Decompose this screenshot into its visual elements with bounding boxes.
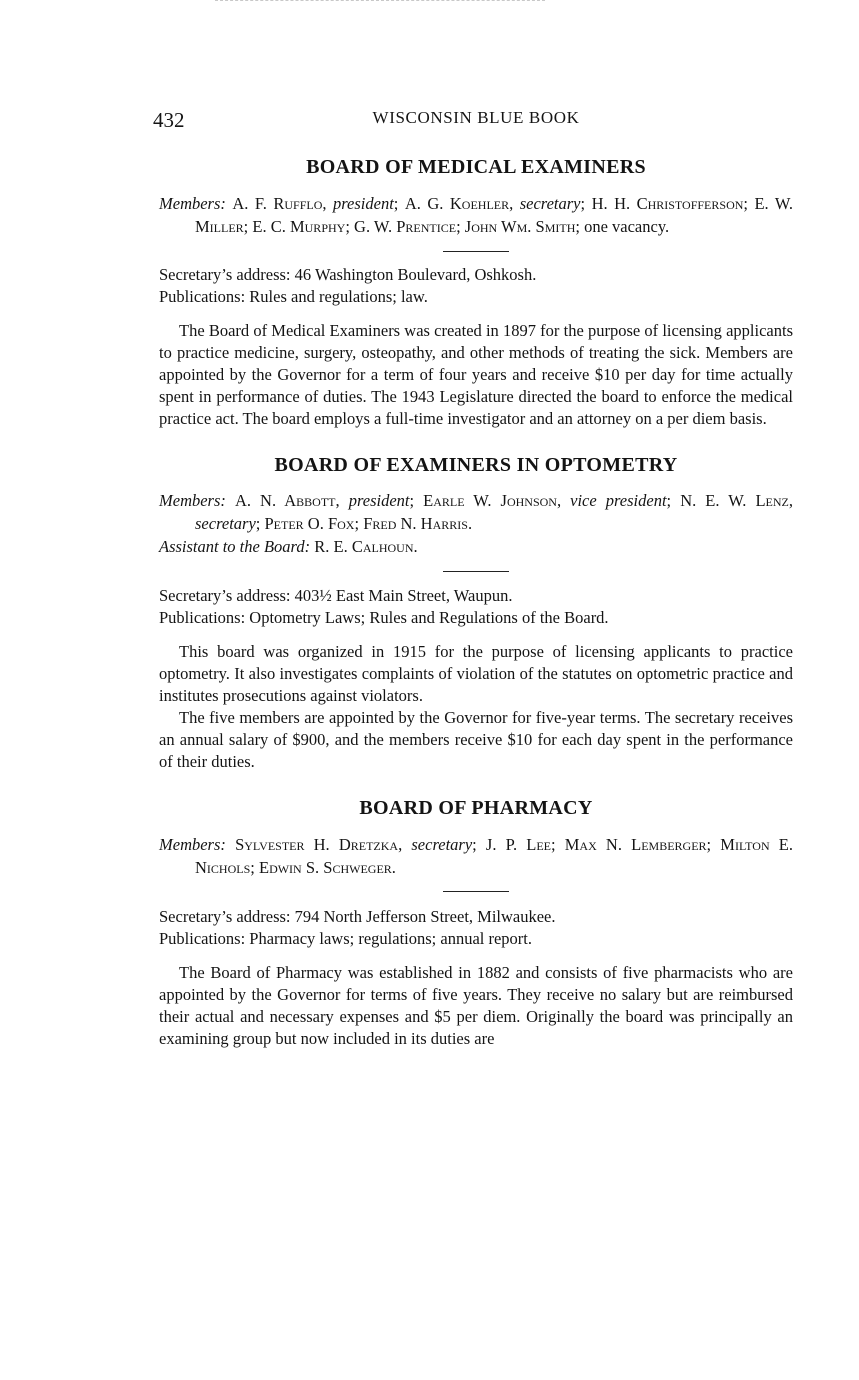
body-paragraph: The Board of Pharmacy was established in 1882 and consists of five pharmacists who are appointed by the Governor for terms of five years. They receive no salary but are reimbursed their actual and necessary expenses and $5 per diem. Originally the board was principally an examining group but now included in its duties are <box>159 963 793 1048</box>
scan-artifact-line <box>215 0 545 3</box>
member-role: secretary <box>519 194 581 213</box>
assistant-label: Assistant to the Board: <box>159 537 311 556</box>
members-label: Members: <box>159 835 226 854</box>
member-name: John Wm. Smith <box>464 217 576 236</box>
publications: Publications: Pharmacy laws; regulations; annual report. <box>159 929 532 948</box>
section-divider <box>443 571 509 572</box>
member-role: president <box>348 491 410 510</box>
running-title: WISCONSIN BLUE BOOK <box>372 108 580 127</box>
secretary-address: Secretary’s address: 46 Washington Boulevard, Oshkosh. <box>159 265 537 284</box>
section-medical-examiners <box>159 156 793 430</box>
body-paragraph: The Board of Medical Examiners was created in 1897 for the purpose of licensing applicants to practice medicine, surgery, osteopathy, and other methods of treating the sick. Members are appointed by the Governor for a term of four years and receive $10 per day for time actually spent in performance of duties. The 1943 Legislature directed the board to enforce the medical practice act. The board employs a full-time investigator and an attorney on a per diem basis. <box>159 321 793 428</box>
section-pharmacy <box>159 797 793 1050</box>
member-name: Max N. Lemberger <box>564 835 707 854</box>
member-role: vice president <box>570 491 667 510</box>
members-tail: one vacancy. <box>584 217 670 236</box>
secretary-address: Secretary’s address: 403½ East Main Street, Waupun. <box>159 586 513 605</box>
member-name: Fred N. Harris <box>363 514 468 533</box>
member-name: N. E. W. Lenz <box>680 491 789 510</box>
member-role: president <box>332 194 394 213</box>
member-role: secretary <box>411 835 473 854</box>
publications: Publications: Rules and regulations; law. <box>159 287 428 306</box>
member-name: A. G. Koehler <box>404 194 510 213</box>
member-name: H. H. Christofferson <box>591 194 744 213</box>
member-name: Earle W. Johnson <box>423 491 557 510</box>
section-title: BOARD OF PHARMACY <box>359 797 593 819</box>
section-divider <box>443 251 509 252</box>
publications: Publications: Optometry Laws; Rules and Regulations of the Board. <box>159 608 609 627</box>
book-page <box>153 96 794 1050</box>
members-list: Members: Sylvester H. Dretzka, secretary; J. P. Lee; Max N. Lemberger; Milton E. Nichols; Edwin S. Schweger. <box>159 835 793 877</box>
body-paragraph: The five members are appointed by the Governor for five-year terms. The secretary receives an annual salary of $900, and the members receive $10 for each day spent in the performance of their duties. <box>159 708 793 771</box>
members-label: Members: <box>159 194 226 213</box>
page-number: 432 <box>153 108 185 132</box>
body-paragraph: This board was organized in 1915 for the purpose of licensing applicants to practice optometry. It also investigates complaints of violation of the statutes on optometric practice and institutes prosecutions against violators. <box>159 642 793 705</box>
member-name: G. W. Prentice <box>354 217 457 236</box>
member-name: E. W. Miller <box>195 194 794 236</box>
member-role: secretary <box>195 514 256 533</box>
member-name: Milton E. Nichols <box>195 835 793 877</box>
section-title: BOARD OF EXAMINERS IN OPTOMETRY <box>274 454 678 476</box>
members-list: Members: A. F. Rufflo, president; A. G. Koehler, secretary; H. H. Christofferson; E. W. Miller; E. C. Murphy; G. W. Prentice; John Wm. Smith; one vacancy. <box>159 194 794 236</box>
secretary-address: Secretary’s address: 794 North Jefferson Street, Milwaukee. <box>159 907 556 926</box>
section-optometry <box>159 454 793 773</box>
members-list: Members: A. N. Abbott, president; Earle W. Johnson, vice president; N. E. W. Lenz, secretary; Peter O. Fox; Fred N. Harris. <box>159 491 794 533</box>
member-name: A. F. Rufflo <box>232 194 323 213</box>
member-name: J. P. Lee <box>485 835 551 854</box>
member-name: Edwin S. Schweger. <box>258 858 396 877</box>
member-name: Peter O. Fox <box>264 514 355 533</box>
member-name: E. C. Murphy <box>252 217 346 236</box>
assistant-name: R. E. Calhoun. <box>314 537 418 556</box>
assistant-line <box>159 535 793 558</box>
running-head <box>153 96 793 132</box>
members-label: Members: <box>159 491 226 510</box>
section-divider <box>443 891 509 892</box>
member-name: A. N. Abbott <box>234 491 336 510</box>
section-title: BOARD OF MEDICAL EXAMINERS <box>306 156 646 178</box>
member-name: Sylvester H. Dretzka <box>235 835 399 854</box>
